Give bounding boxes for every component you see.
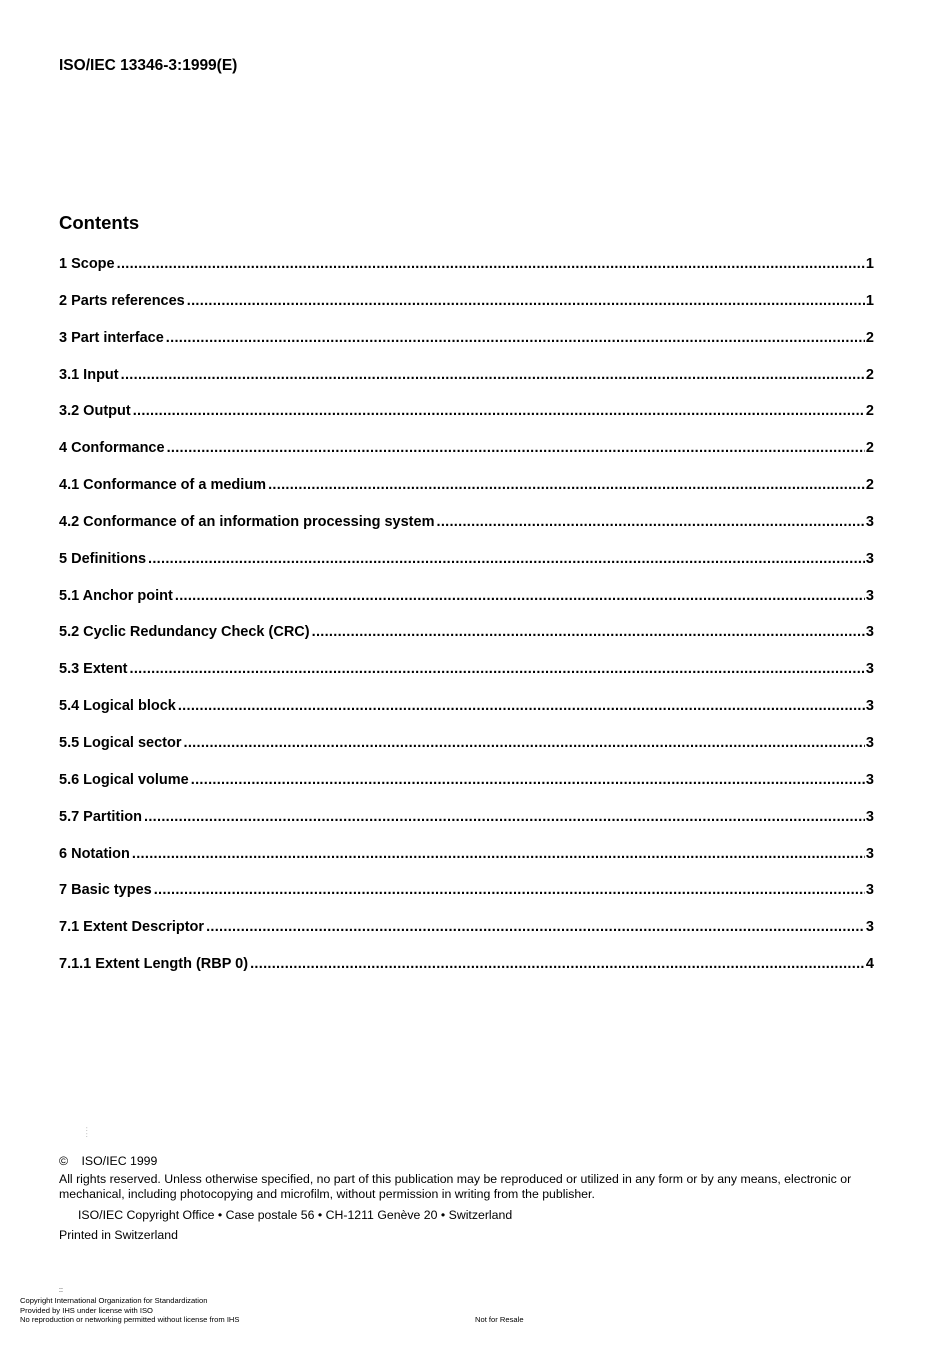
toc-entry-page: 3 — [865, 587, 874, 604]
document-id: ISO/IEC 13346-3:1999(E) — [59, 57, 238, 74]
toc-dot-leader — [178, 698, 865, 714]
toc-entry-title: 5.1 Anchor point — [59, 587, 173, 604]
toc-dot-leader — [130, 661, 865, 677]
toc-entry[interactable] — [59, 330, 874, 367]
toc-dot-leader — [175, 588, 865, 604]
copyright-office: ISO/IEC Copyright Office • Case postale 56 • CH-1211 Genève 20 • Switzerland — [78, 1208, 513, 1222]
toc-entry[interactable] — [59, 809, 874, 846]
toc-entry-page: 2 — [865, 477, 874, 494]
toc-entry-page: 1 — [865, 256, 874, 272]
toc-entry[interactable] — [59, 698, 874, 735]
toc-entry[interactable] — [59, 735, 874, 772]
toc-entry[interactable] — [59, 367, 874, 404]
toc-entry-title: 7 Basic types — [59, 882, 152, 899]
toc-dot-leader — [250, 956, 865, 972]
toc-entry-title: 3.2 Output — [59, 403, 131, 420]
toc-entry-page: 3 — [865, 882, 874, 899]
printed-in: Printed in Switzerland — [59, 1228, 178, 1242]
toc-entry-page: 3 — [865, 661, 874, 678]
toc-entry-page: 2 — [865, 403, 874, 420]
toc-entry-page: 3 — [865, 771, 874, 788]
toc-dot-leader — [167, 440, 865, 456]
toc-dot-leader — [191, 772, 865, 788]
toc-entry-title: 6 Notation — [59, 845, 130, 862]
toc-dot-leader — [184, 735, 865, 751]
toc-entry[interactable] — [59, 477, 874, 514]
copyright-line — [59, 1154, 157, 1168]
toc-entry[interactable] — [59, 551, 874, 588]
toc-entry-title: 4 Conformance — [59, 440, 165, 457]
toc-entry[interactable] — [59, 514, 874, 551]
toc-entry-title: 3 Part interface — [59, 329, 164, 346]
footer-line-1: Copyright International Organization for Standardization — [20, 1296, 208, 1305]
toc-dot-leader — [133, 403, 865, 419]
toc-entry-page: 3 — [865, 698, 874, 715]
toc-dot-leader — [268, 477, 865, 493]
toc-entry-page: 3 — [865, 919, 874, 936]
toc-dot-leader — [166, 330, 865, 346]
copyright-symbol: © — [59, 1154, 69, 1168]
toc-entry-page: 1 — [865, 292, 874, 309]
toc-entry[interactable] — [59, 403, 874, 440]
footer-line-2: Provided by IHS under license with ISO — [20, 1305, 153, 1315]
toc-entry-page: 2 — [865, 366, 874, 383]
contents-heading: Contents — [59, 212, 140, 233]
toc-entry-page: 3 — [865, 513, 874, 530]
toc-entry-title: 5.3 Extent — [59, 661, 128, 678]
toc-dot-leader — [206, 919, 865, 935]
not-for-resale: Not for Resale — [475, 1315, 524, 1324]
toc-entry[interactable] — [59, 846, 874, 883]
toc-dot-leader — [117, 256, 865, 272]
toc-entry-title: 5.2 Cyclic Redundancy Check (CRC) — [59, 624, 310, 641]
toc-entry-page: 2 — [865, 440, 874, 457]
toc-dot-leader — [312, 624, 865, 640]
toc-entry[interactable] — [59, 772, 874, 809]
toc-entry-title: 3.1 Input — [59, 366, 119, 383]
toc-entry-page: 2 — [865, 329, 874, 346]
toc-entry-page: 3 — [865, 808, 874, 825]
toc-dot-leader — [187, 293, 865, 309]
toc-entry[interactable] — [59, 956, 874, 993]
toc-entry-title: 5 Definitions — [59, 550, 147, 567]
toc-dot-leader — [144, 809, 865, 825]
toc-entry-page: 3 — [865, 734, 874, 751]
table-of-contents — [59, 256, 874, 993]
toc-entry-title: 5.6 Logical volume — [59, 771, 189, 788]
footer-line-3: No reproduction or networking permitted without license from IHS — [20, 1315, 240, 1325]
toc-dot-leader — [154, 882, 865, 898]
toc-entry[interactable] — [59, 919, 874, 956]
toc-entry-title: 4.2 Conformance of an information processing system — [59, 513, 435, 530]
toc-entry-page: 3 — [865, 845, 874, 862]
toc-entry-title: 7.1 Extent Descriptor — [59, 919, 205, 936]
decorative-marks-footer: :: — [59, 1287, 63, 1294]
toc-entry-page: 4 — [865, 956, 874, 973]
copyright-holder: ISO/IEC 1999 — [81, 1154, 158, 1168]
toc-dot-leader — [121, 367, 865, 383]
toc-dot-leader — [132, 846, 865, 862]
toc-entry-title: 5.4 Logical block — [59, 698, 176, 715]
toc-entry-title: 5.5 Logical sector — [59, 734, 182, 751]
toc-entry-page: 3 — [865, 624, 874, 641]
toc-entry-title: 2 Parts references — [59, 292, 185, 309]
toc-entry[interactable] — [59, 661, 874, 698]
toc-entry-title: 7.1.1 Extent Length (RBP 0) — [59, 956, 249, 973]
toc-entry[interactable] — [59, 293, 874, 330]
toc-entry-title: 5.7 Partition — [59, 808, 142, 825]
toc-entry[interactable] — [59, 440, 874, 477]
toc-dot-leader — [148, 551, 865, 567]
toc-dot-leader — [436, 514, 864, 530]
license-footer — [20, 1296, 239, 1325]
toc-entry[interactable] — [59, 624, 874, 661]
decorative-marks: : : — [86, 1127, 88, 1139]
toc-entry[interactable] — [59, 256, 874, 293]
toc-entry[interactable] — [59, 588, 874, 625]
toc-entry[interactable] — [59, 882, 874, 919]
toc-entry-title: 1 Scope — [59, 256, 115, 272]
toc-entry-title: 4.1 Conformance of a medium — [59, 477, 267, 494]
toc-entry-page: 3 — [865, 550, 874, 567]
rights-statement: All rights reserved. Unless otherwise specified, no part of this publication may be reproduced or utilized in any form or by any means, electronic or mechanical, including photocopying and microfilm, without permission in writing from the publisher. — [59, 1172, 852, 1201]
